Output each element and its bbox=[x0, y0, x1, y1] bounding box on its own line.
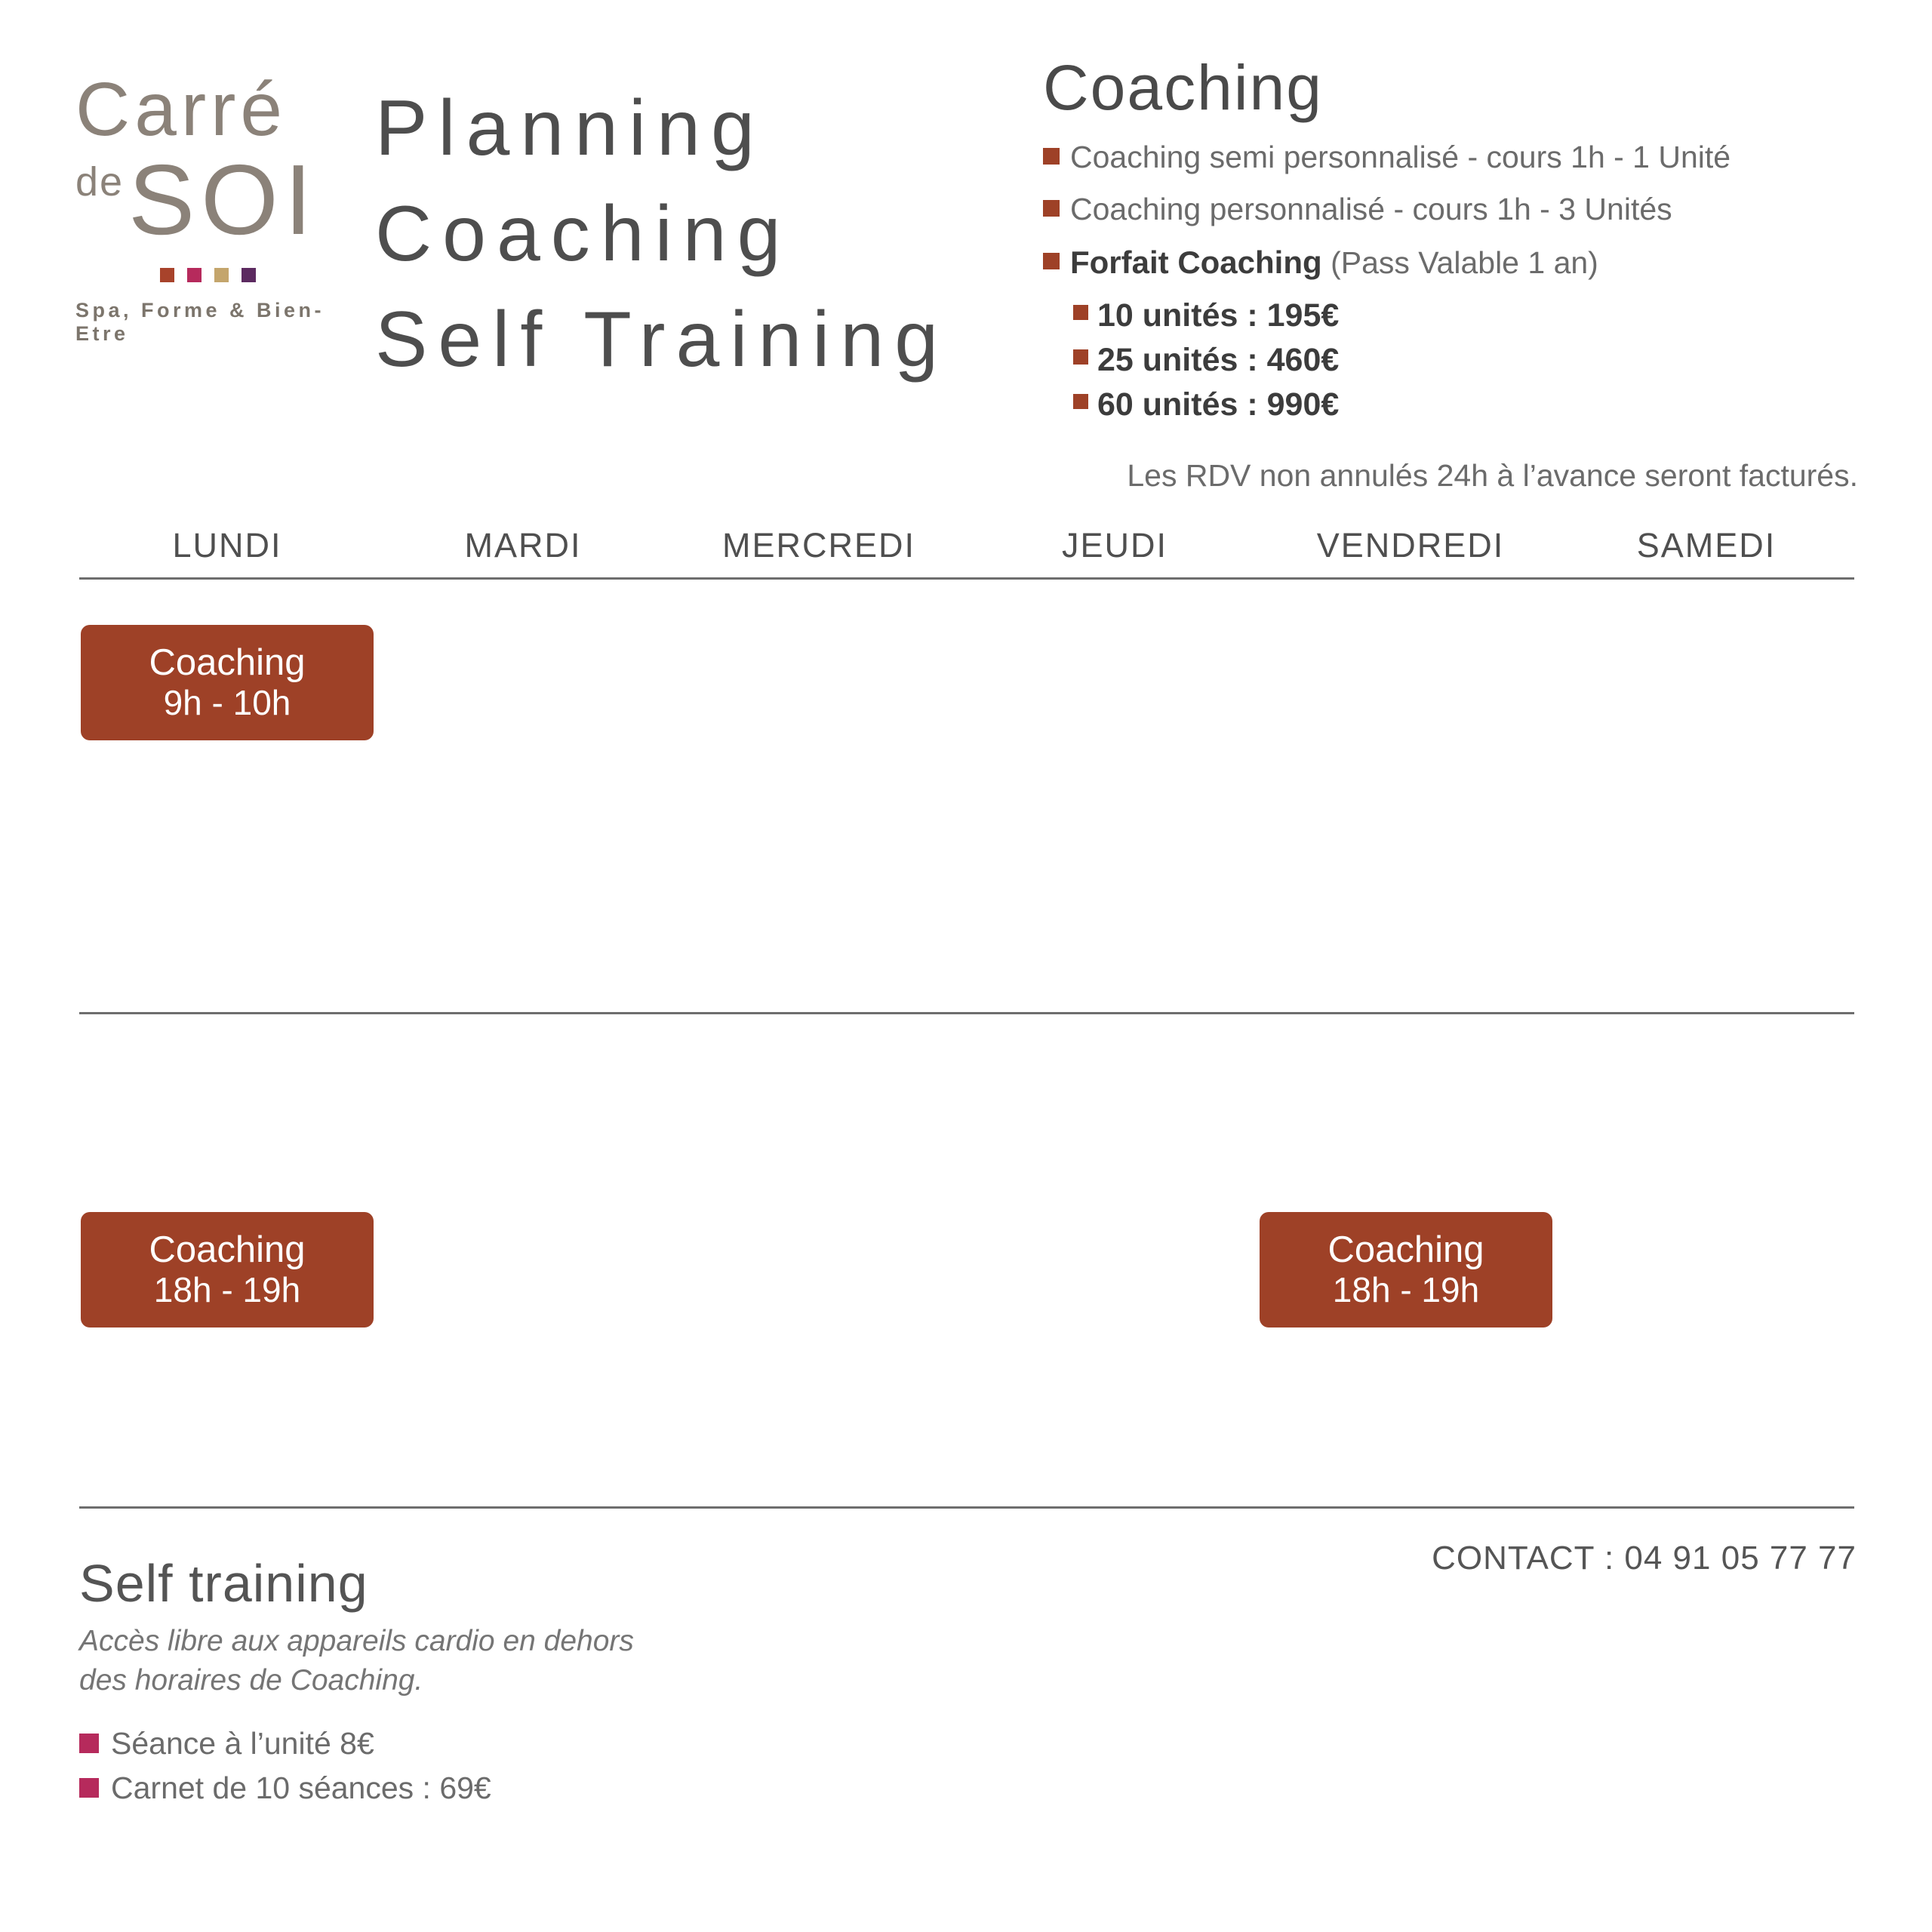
weekly-schedule bbox=[79, 526, 1854, 1509]
square-bullet-icon bbox=[1043, 253, 1060, 269]
event-coaching-lundi-18h bbox=[81, 1212, 374, 1327]
coaching-item-label bbox=[1070, 245, 1598, 280]
day-header-mardi: MARDI bbox=[464, 526, 582, 565]
list-item bbox=[1073, 343, 1858, 378]
day-header-mercredi: MERCREDI bbox=[721, 526, 915, 565]
coaching-info-panel bbox=[1043, 53, 1858, 494]
self-training-price-list bbox=[79, 1727, 758, 1805]
contact-phone: CONTACT : 04 91 05 77 77 bbox=[1432, 1540, 1857, 1577]
page-title-line-2: Coaching bbox=[375, 190, 792, 278]
square-bullet-icon bbox=[1043, 148, 1060, 165]
event-time: 9h - 10h bbox=[163, 683, 291, 723]
brand-logo bbox=[75, 67, 362, 346]
list-item bbox=[1073, 387, 1858, 423]
square-bullet-icon bbox=[1073, 349, 1088, 365]
list-item bbox=[1043, 245, 1858, 280]
forfait-option-label: 25 unités : 460€ bbox=[1097, 342, 1340, 379]
day-header-lundi: LUNDI bbox=[172, 526, 282, 565]
coaching-item-label: Coaching semi personnalisé - cours 1h - 1 Unité bbox=[1070, 140, 1731, 175]
logo-tagline: Spa, Forme & Bien-Etre bbox=[75, 299, 325, 346]
event-time: 18h - 19h bbox=[1332, 1270, 1480, 1310]
day-header-jeudi: JEUDI bbox=[1061, 526, 1168, 565]
event-coaching-lundi-9h bbox=[81, 625, 374, 740]
forfait-option-label: 10 unités : 195€ bbox=[1097, 297, 1340, 334]
self-training-price-label: Séance à l’unité 8€ bbox=[111, 1725, 374, 1761]
page-title-line-3: Self Training bbox=[375, 296, 949, 383]
logo-square-magenta-icon bbox=[187, 268, 202, 282]
coaching-item-label: Coaching personnalisé - cours 1h - 3 Unités bbox=[1070, 192, 1672, 227]
self-training-panel bbox=[79, 1555, 758, 1816]
self-training-description-line-1: Accès libre aux appareils cardio en dehors bbox=[79, 1625, 634, 1657]
day-header-samedi: SAMEDI bbox=[1636, 526, 1777, 565]
event-title: Coaching bbox=[149, 1229, 306, 1271]
self-training-heading: Self training bbox=[79, 1554, 368, 1613]
list-item bbox=[79, 1727, 758, 1761]
logo-text-line2 bbox=[75, 144, 362, 255]
list-item bbox=[1043, 192, 1858, 226]
self-training-description-line-2: des horaires de Coaching. bbox=[79, 1664, 423, 1697]
forfait-coaching-label: Forfait Coaching bbox=[1070, 244, 1322, 280]
page-title-line-1: Planning bbox=[375, 85, 765, 172]
event-title: Coaching bbox=[1327, 1229, 1484, 1271]
coaching-info-heading: Coaching bbox=[1043, 52, 1323, 123]
logo-text-de: de bbox=[75, 159, 125, 205]
event-title: Coaching bbox=[149, 642, 306, 684]
schedule-row-evening bbox=[79, 1014, 1854, 1509]
square-bullet-icon bbox=[1073, 394, 1088, 409]
logo-square-purple-icon bbox=[242, 268, 256, 282]
forfait-option-label: 60 unités : 990€ bbox=[1097, 386, 1340, 423]
self-training-description bbox=[79, 1622, 758, 1701]
logo-text-carre: Carré bbox=[75, 67, 288, 152]
cancellation-note: Les RDV non annulés 24h à l’avance seront facturés. bbox=[1127, 457, 1858, 493]
forfait-coaching-detail: (Pass Valable 1 an) bbox=[1321, 245, 1598, 280]
square-bullet-icon bbox=[1043, 200, 1060, 217]
day-header-row bbox=[79, 526, 1854, 580]
event-coaching-vendredi-18h bbox=[1260, 1212, 1552, 1327]
list-item bbox=[1073, 298, 1858, 334]
self-training-price-label: Carnet de 10 séances : 69€ bbox=[111, 1770, 491, 1805]
schedule-row-morning bbox=[79, 580, 1854, 1014]
day-header-vendredi: VENDREDI bbox=[1316, 526, 1505, 565]
list-item bbox=[79, 1771, 758, 1805]
forfait-options-list bbox=[1073, 298, 1858, 423]
list-item bbox=[1043, 140, 1858, 174]
logo-color-squares bbox=[160, 268, 362, 282]
logo-text-soi: SOI bbox=[128, 144, 318, 255]
logo-square-tan-icon bbox=[214, 268, 229, 282]
square-bullet-icon bbox=[79, 1734, 99, 1753]
square-bullet-icon bbox=[79, 1778, 99, 1798]
page-title bbox=[375, 75, 949, 392]
square-bullet-icon bbox=[1073, 305, 1088, 320]
event-time: 18h - 19h bbox=[153, 1270, 301, 1310]
logo-square-rust-icon bbox=[160, 268, 174, 282]
